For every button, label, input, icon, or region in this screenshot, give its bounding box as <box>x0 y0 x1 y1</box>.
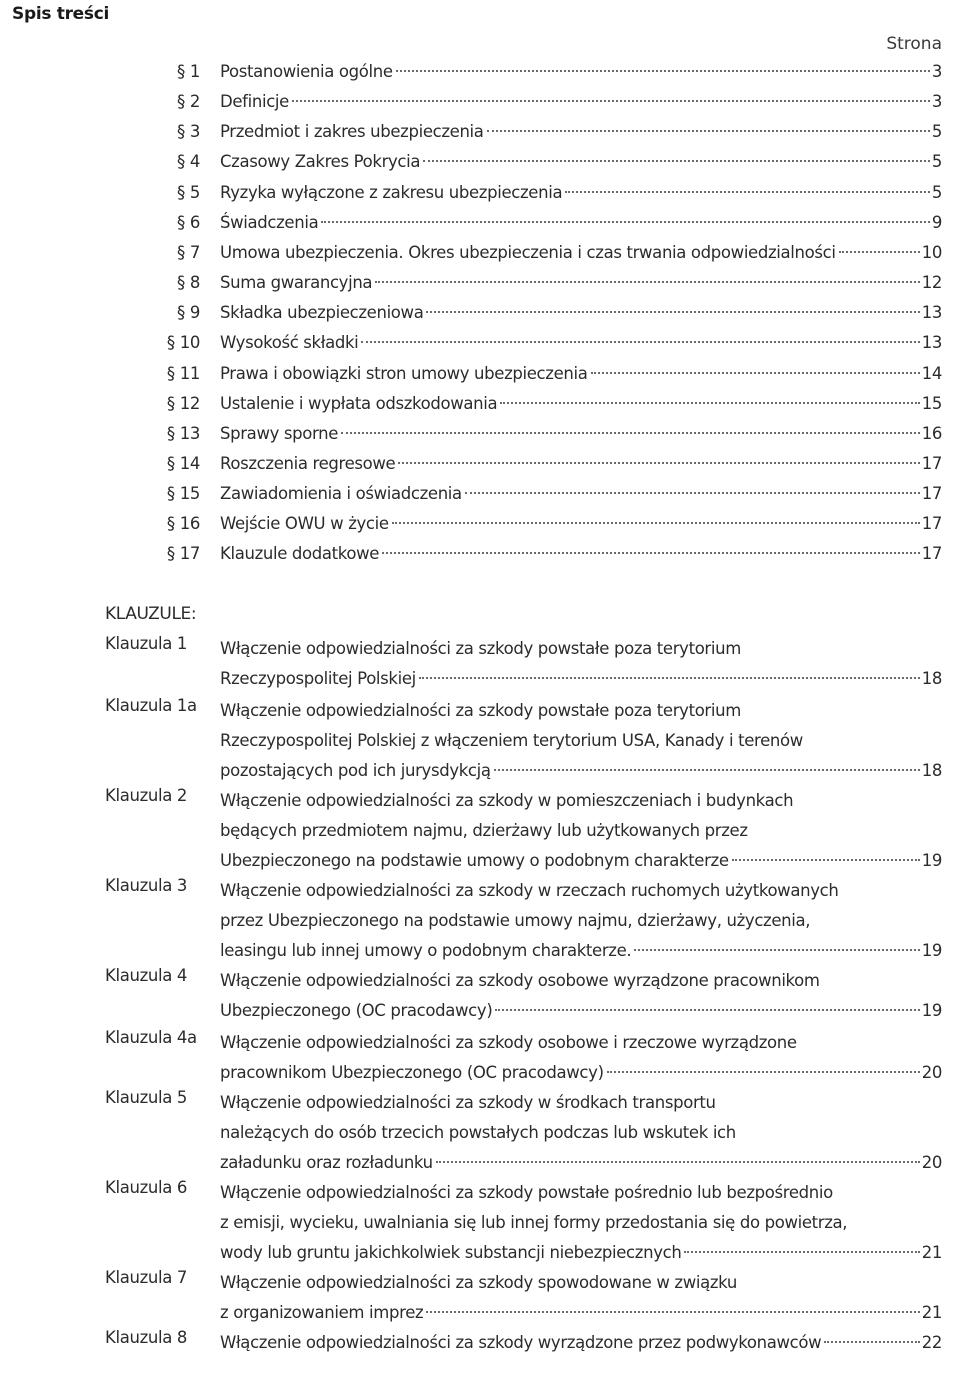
clause-description <box>220 1328 942 1358</box>
clause-text-line: Włączenie odpowiedzialności za szkody powstałe poza terytorium <box>220 701 741 720</box>
toc-entry-page: 9 <box>931 212 942 232</box>
clauses-heading: KLAUZULE: <box>105 604 197 624</box>
clause-text-line: z emisji, wycieku, uwalniania się lub innej formy przedostania się do powietrza, <box>220 1213 848 1232</box>
toc-entry-line <box>220 333 942 352</box>
dot-leader <box>824 1341 919 1343</box>
clause-text: z organizowaniem imprez <box>220 1303 424 1322</box>
clause-description <box>220 876 942 966</box>
toc-entry-label: Ustalenie i wypłata odszkodowania <box>220 393 498 413</box>
toc-entry-number: § 6 <box>177 212 200 232</box>
clause-name: Klauzula 3 <box>105 876 188 895</box>
toc-entry-number: § 8 <box>177 273 200 293</box>
toc-entry-label: Prawa i obowiązki stron umowy ubezpieczenia <box>220 363 588 383</box>
clause-text-line: Włączenie odpowiedzialności za szkody w pomieszczeniach i budynkach <box>220 791 794 810</box>
toc-entry-line <box>220 514 942 533</box>
toc-entry-line <box>220 62 942 81</box>
dot-leader <box>495 1009 919 1011</box>
toc-entry[interactable] <box>0 303 960 333</box>
toc-entry-label: Ryzyka wyłączone z zakresu ubezpieczenia <box>220 182 563 202</box>
toc-entry-page: 3 <box>931 92 942 112</box>
toc-entry-number: § 15 <box>166 484 200 504</box>
dot-leader <box>426 1311 919 1313</box>
toc-entry-page: 3 <box>931 62 942 81</box>
toc-entry-line <box>220 273 942 292</box>
toc-entry-label: Zawiadomienia i oświadczenia <box>220 484 462 504</box>
clause-name: Klauzula 6 <box>105 1178 188 1197</box>
toc-entry-label: Przedmiot i zakres ubezpieczenia <box>220 122 484 142</box>
clause-name: Klauzula 4a <box>105 1028 197 1047</box>
toc-entry-line <box>220 303 942 322</box>
dot-leader <box>500 402 919 404</box>
toc-entry-number: § 11 <box>166 363 200 383</box>
dot-leader <box>684 1251 919 1253</box>
clause-text-line: Włączenie odpowiedzialności za szkody powstałe poza terytorium <box>220 639 741 658</box>
toc-entry-page: 16 <box>921 423 942 443</box>
toc-entry-number: § 3 <box>177 122 200 142</box>
toc-entry-line <box>220 243 942 262</box>
dot-leader <box>565 191 930 193</box>
toc-entry[interactable] <box>0 514 960 544</box>
toc-entry-number: § 9 <box>177 303 200 323</box>
dot-leader <box>292 100 930 102</box>
toc-entry-label: Sprawy sporne <box>220 423 339 443</box>
dot-leader <box>634 949 919 951</box>
toc-entry[interactable] <box>0 424 960 454</box>
toc-entry-label: Czasowy Zakres Pokrycia <box>220 152 421 172</box>
clause-text-line <box>220 1328 942 1358</box>
clause-text-line: Rzeczypospolitej Polskiej z włączeniem terytorium USA, Kanady i terenów <box>220 731 803 750</box>
clause-text-line <box>220 1148 942 1178</box>
clause-name: Klauzula 5 <box>105 1088 188 1107</box>
toc-entry-line <box>220 484 942 503</box>
clause-page: 20 <box>921 1153 942 1172</box>
toc-entry-page: 5 <box>931 182 942 202</box>
toc-entry[interactable] <box>0 544 960 574</box>
toc-entry[interactable] <box>0 454 960 484</box>
toc-entry-label: Wysokość składki <box>220 333 359 353</box>
toc-entry-label: Składka ubezpieczeniowa <box>220 303 424 323</box>
clause-text: Ubezpieczonego (OC pracodawcy) <box>220 1001 493 1020</box>
dot-leader <box>436 1161 920 1163</box>
clause-text-line: będących przedmiotem najmu, dzierżawy lub użytkowanych przez <box>220 821 748 840</box>
toc-entry[interactable] <box>0 273 960 303</box>
clause-text: załadunku oraz rozładunku <box>220 1153 433 1172</box>
toc-entry-number: § 5 <box>177 182 200 202</box>
dot-leader <box>487 130 930 132</box>
clause-description <box>220 1088 942 1178</box>
clause-text-line <box>220 664 942 694</box>
clause-name: Klauzula 7 <box>105 1268 188 1287</box>
toc-entry-page: 5 <box>931 152 942 172</box>
clause-text: Włączenie odpowiedzialności za szkody wyrządzone przez podwykonawców <box>220 1333 822 1352</box>
clause-text-line <box>220 1058 942 1088</box>
clause-page: 18 <box>921 669 942 688</box>
clause-text-line: Włączenie odpowiedzialności za szkody osobowe i rzeczowe wyrządzone <box>220 1033 797 1052</box>
toc-entry-number: § 4 <box>177 152 200 172</box>
toc-entry-line <box>220 92 942 111</box>
toc-entry-page: 12 <box>921 273 942 293</box>
clause-description <box>220 786 942 876</box>
dot-leader <box>426 311 919 313</box>
toc-entry-label: Suma gwarancyjna <box>220 273 373 293</box>
toc-entry-number: § 2 <box>177 92 200 112</box>
dot-leader <box>607 1071 920 1073</box>
toc-entry-number: § 14 <box>166 453 200 473</box>
toc-entry-number: § 12 <box>166 393 200 413</box>
toc-entry-page: 13 <box>921 333 942 353</box>
toc-entry-page: 14 <box>921 363 942 383</box>
toc-entry-label: Świadczenia <box>220 212 319 232</box>
toc-entry-page: 17 <box>921 544 942 564</box>
dot-leader <box>732 859 920 861</box>
clause-text-line <box>220 936 942 966</box>
toc-entry[interactable] <box>0 122 960 152</box>
clause-page: 21 <box>921 1243 942 1262</box>
clause-page: 22 <box>921 1333 942 1352</box>
toc-entry-page: 17 <box>921 514 942 534</box>
dot-leader <box>419 677 920 679</box>
toc-entry[interactable] <box>0 213 960 243</box>
toc-entry[interactable] <box>0 152 960 182</box>
dot-leader <box>839 251 920 253</box>
clause-text-line: Włączenie odpowiedzialności za szkody powstałe pośrednio lub bezpośrednio <box>220 1183 833 1202</box>
toc-entry-line <box>220 454 942 473</box>
clause-text: wody lub gruntu jakichkolwiek substancji niebezpiecznych <box>220 1243 682 1262</box>
clause-text-line <box>220 1298 942 1328</box>
toc-entry-page: 17 <box>921 484 942 504</box>
page-column-header: Strona <box>886 34 942 54</box>
toc-entry-line <box>220 424 942 443</box>
toc-entry[interactable] <box>0 333 960 363</box>
toc-entry-label: Klauzule dodatkowe <box>220 544 380 564</box>
clause-text-line <box>220 846 942 876</box>
toc-entry-number: § 10 <box>166 333 200 353</box>
toc-entry-line <box>220 364 942 383</box>
clause-name: Klauzula 1 <box>105 634 188 653</box>
toc-entry[interactable] <box>0 484 960 514</box>
dot-leader <box>396 70 930 72</box>
dot-leader <box>423 160 930 162</box>
dot-leader <box>361 341 919 343</box>
clause-text-line: Włączenie odpowiedzialności za szkody spowodowane w związku <box>220 1273 737 1292</box>
dot-leader <box>375 281 920 283</box>
toc-entry-label: Umowa ubezpieczenia. Okres ubezpieczenia i czas trwania odpowiedzialności <box>220 242 836 262</box>
dot-leader <box>341 432 920 434</box>
clause-page: 19 <box>921 1001 942 1020</box>
clause-text-line <box>220 1238 942 1268</box>
clause-text-line: Włączenie odpowiedzialności za szkody w środkach transportu <box>220 1093 716 1112</box>
toc-entry-number: § 7 <box>177 242 200 262</box>
toc-entry-line <box>220 394 942 413</box>
clause-page: 19 <box>921 941 942 960</box>
toc-entry-line <box>220 213 942 232</box>
dot-leader <box>321 221 930 223</box>
clause-description <box>220 696 942 786</box>
clause-text-line: należących do osób trzecich powstałych podczas lub wskutek ich <box>220 1123 736 1142</box>
toc-entry-number: § 13 <box>166 423 200 443</box>
clause-text-line: przez Ubezpieczonego na podstawie umowy najmu, dzierżawy, użyczenia, <box>220 911 811 930</box>
toc-entry-number: § 1 <box>177 62 200 81</box>
toc-entry[interactable] <box>0 92 960 122</box>
toc-entry-page: 13 <box>921 303 942 323</box>
clause-description <box>220 1028 942 1088</box>
toc-entry-page: 17 <box>921 453 942 473</box>
toc-entry[interactable] <box>0 183 960 213</box>
clause-text: pracownikom Ubezpieczonego (OC pracodawcy) <box>220 1063 604 1082</box>
clause-text: pozostających pod ich jurysdykcją <box>220 761 491 780</box>
toc-entry-line <box>220 122 942 141</box>
toc-entry-page: 10 <box>921 242 942 262</box>
clause-text: Rzeczypospolitej Polskiej <box>220 669 416 688</box>
dot-leader <box>392 522 920 524</box>
toc-entry[interactable] <box>0 62 960 92</box>
clause-text: leasingu lub innej umowy o podobnym charakterze. <box>220 941 632 960</box>
toc-entry-label: Wejście OWU w życie <box>220 514 389 534</box>
toc-entry-line <box>220 152 942 171</box>
clause-name: Klauzula 8 <box>105 1328 188 1347</box>
clause-description <box>220 966 942 1026</box>
clause-text-line <box>220 756 942 786</box>
toc-entry[interactable] <box>0 364 960 394</box>
toc-entry-page: 15 <box>921 393 942 413</box>
toc-entry-number: § 17 <box>166 544 200 564</box>
clause-text-line <box>220 996 942 1026</box>
clause-page: 21 <box>921 1303 942 1322</box>
clause-description <box>220 1268 942 1328</box>
clause-text-line: Włączenie odpowiedzialności za szkody osobowe wyrządzone pracownikom <box>220 971 820 990</box>
dot-leader <box>591 372 920 374</box>
toc-entry-page: 5 <box>931 122 942 142</box>
dot-leader <box>494 769 920 771</box>
toc-entry-label: Definicje <box>220 92 289 112</box>
toc-entry[interactable] <box>0 394 960 424</box>
clause-page: 18 <box>921 761 942 780</box>
toc-entry-line <box>220 544 942 563</box>
toc-entry-label: Postanowienia ogólne <box>220 62 393 81</box>
toc-entry-number: § 16 <box>166 514 200 534</box>
dot-leader <box>465 492 920 494</box>
clause-text-line: Włączenie odpowiedzialności za szkody w rzeczach ruchomych użytkowanych <box>220 881 839 900</box>
toc-entry[interactable] <box>0 243 960 273</box>
page-title: Spis treści <box>12 4 110 24</box>
clause-page: 19 <box>921 851 942 870</box>
dot-leader <box>398 462 919 464</box>
clause-text: Ubezpieczonego na podstawie umowy o podobnym charakterze <box>220 851 729 870</box>
clause-page: 20 <box>921 1063 942 1082</box>
clause-name: Klauzula 4 <box>105 966 188 985</box>
clause-name: Klauzula 2 <box>105 786 188 805</box>
clause-name: Klauzula 1a <box>105 696 197 715</box>
clause-description <box>220 634 942 694</box>
clause-description <box>220 1178 942 1268</box>
toc-entry-line <box>220 183 942 202</box>
dot-leader <box>382 552 920 554</box>
toc-entry-label: Roszczenia regresowe <box>220 453 396 473</box>
